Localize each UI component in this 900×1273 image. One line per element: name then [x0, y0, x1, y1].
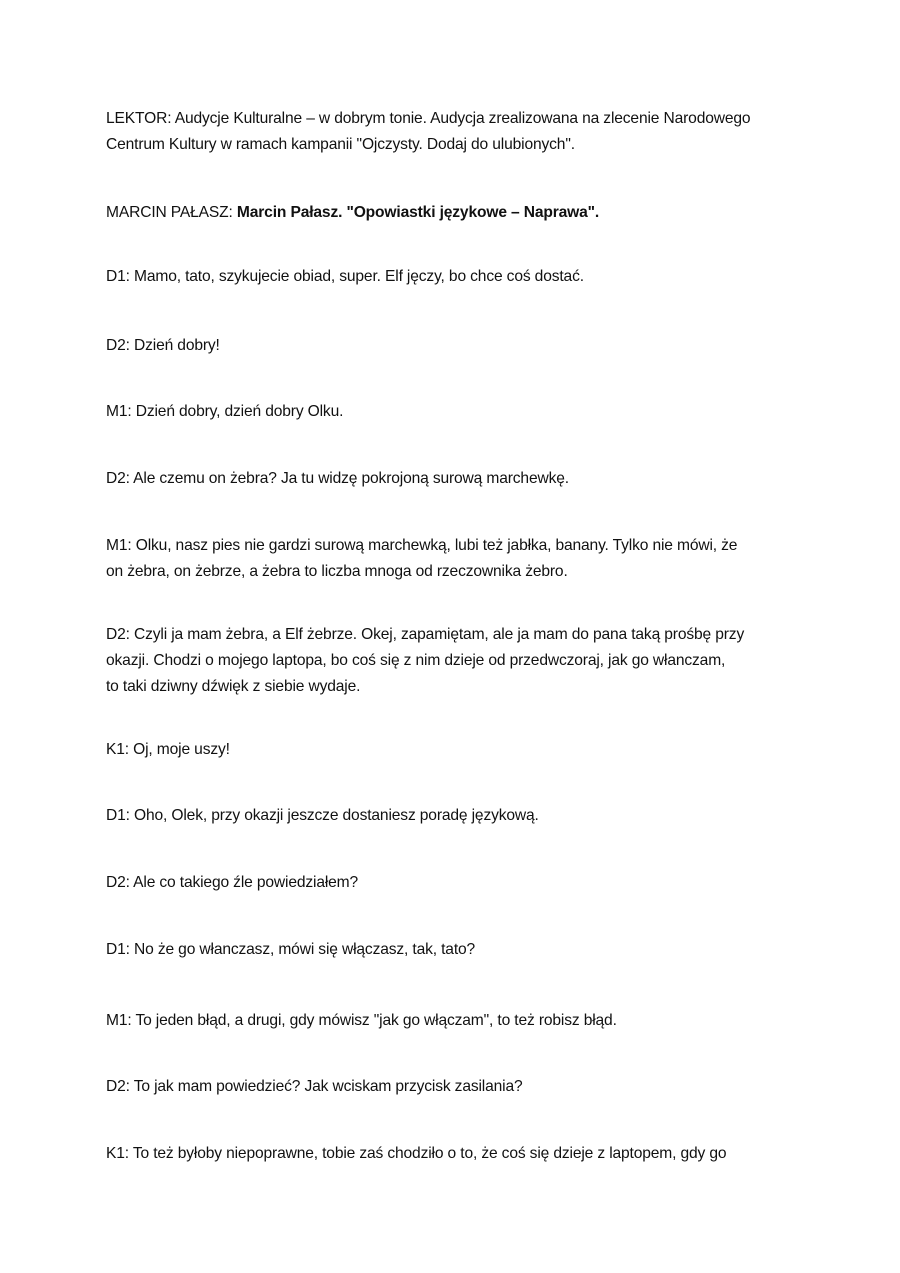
text-line: LEKTOR: Audycje Kulturalne – w dobrym tonie. Audycja zrealizowana na zlecenie Narodowego: [106, 110, 751, 127]
text-line: D1: Oho, Olek, przy okazji jeszcze dostaniesz poradę językową.: [106, 807, 539, 824]
paragraph-dialogue: [106, 870, 806, 896]
text-line: okazji. Chodzi o mojego laptopa, bo coś się z nim dzieje od przedwczoraj, jak go włanczam,: [106, 652, 726, 669]
text-line: D2: Dzień dobry!: [106, 337, 220, 354]
text-line: M1: Olku, nasz pies nie gardzi surową marchewką, lubi też jabłka, banany. Tylko nie mówi, że: [106, 537, 738, 554]
text-line: K1: Oj, moje uszy!: [106, 741, 230, 758]
paragraph-title: [106, 200, 806, 226]
speaker-label: MARCIN PAŁASZ:: [106, 204, 233, 221]
paragraph-dialogue: [106, 466, 806, 492]
paragraph-dialogue: [106, 533, 806, 585]
text-line: D1: No że go włanczasz, mówi się włączasz, tak, tato?: [106, 941, 476, 958]
text-line: D1: Mamo, tato, szykujecie obiad, super. Elf jęczy, bo chce coś dostać.: [106, 268, 584, 285]
text-line: Centrum Kultury w ramach kampanii "Ojczysty. Dodaj do ulubionych".: [106, 136, 575, 153]
text-line: M1: Dzień dobry, dzień dobry Olku.: [106, 403, 344, 420]
text-line: to taki dziwny dźwięk z siebie wydaje.: [106, 678, 361, 695]
paragraph-dialogue: [106, 333, 806, 359]
paragraph-dialogue: [106, 1074, 806, 1100]
paragraph-dialogue: [106, 1141, 806, 1167]
episode-title: Marcin Pałasz. "Opowiastki językowe – Naprawa".: [236, 204, 600, 221]
paragraph-dialogue: [106, 937, 806, 963]
paragraph-lektor: [106, 106, 806, 158]
paragraph-dialogue: [106, 399, 806, 425]
paragraph-dialogue: [106, 737, 806, 763]
paragraph-dialogue: [106, 622, 806, 700]
text-line: on żebra, on żebrze, a żebra to liczba mnoga od rzeczownika żebro.: [106, 563, 568, 580]
text-line: D2: Ale czemu on żebra? Ja tu widzę pokrojoną surową marchewkę.: [106, 470, 569, 487]
text-line: M1: To jeden błąd, a drugi, gdy mówisz "jak go włączam", to też robisz błąd.: [106, 1012, 617, 1029]
text-line: D2: To jak mam powiedzieć? Jak wciskam przycisk zasilania?: [106, 1078, 523, 1095]
paragraph-dialogue: [106, 264, 806, 290]
paragraph-dialogue: [106, 803, 806, 829]
paragraph-dialogue: [106, 1008, 806, 1034]
text-line: D2: Czyli ja mam żebra, a Elf żebrze. Okej, zapamiętam, ale ja mam do pana taką prośbę przy: [106, 626, 745, 643]
text-line: D2: Ale co takiego źle powiedziałem?: [106, 874, 359, 891]
title-line: [106, 200, 806, 226]
text-line: K1: To też byłoby niepoprawne, tobie zaś chodziło o to, że coś się dzieje z laptopem, gdy go: [106, 1145, 727, 1162]
